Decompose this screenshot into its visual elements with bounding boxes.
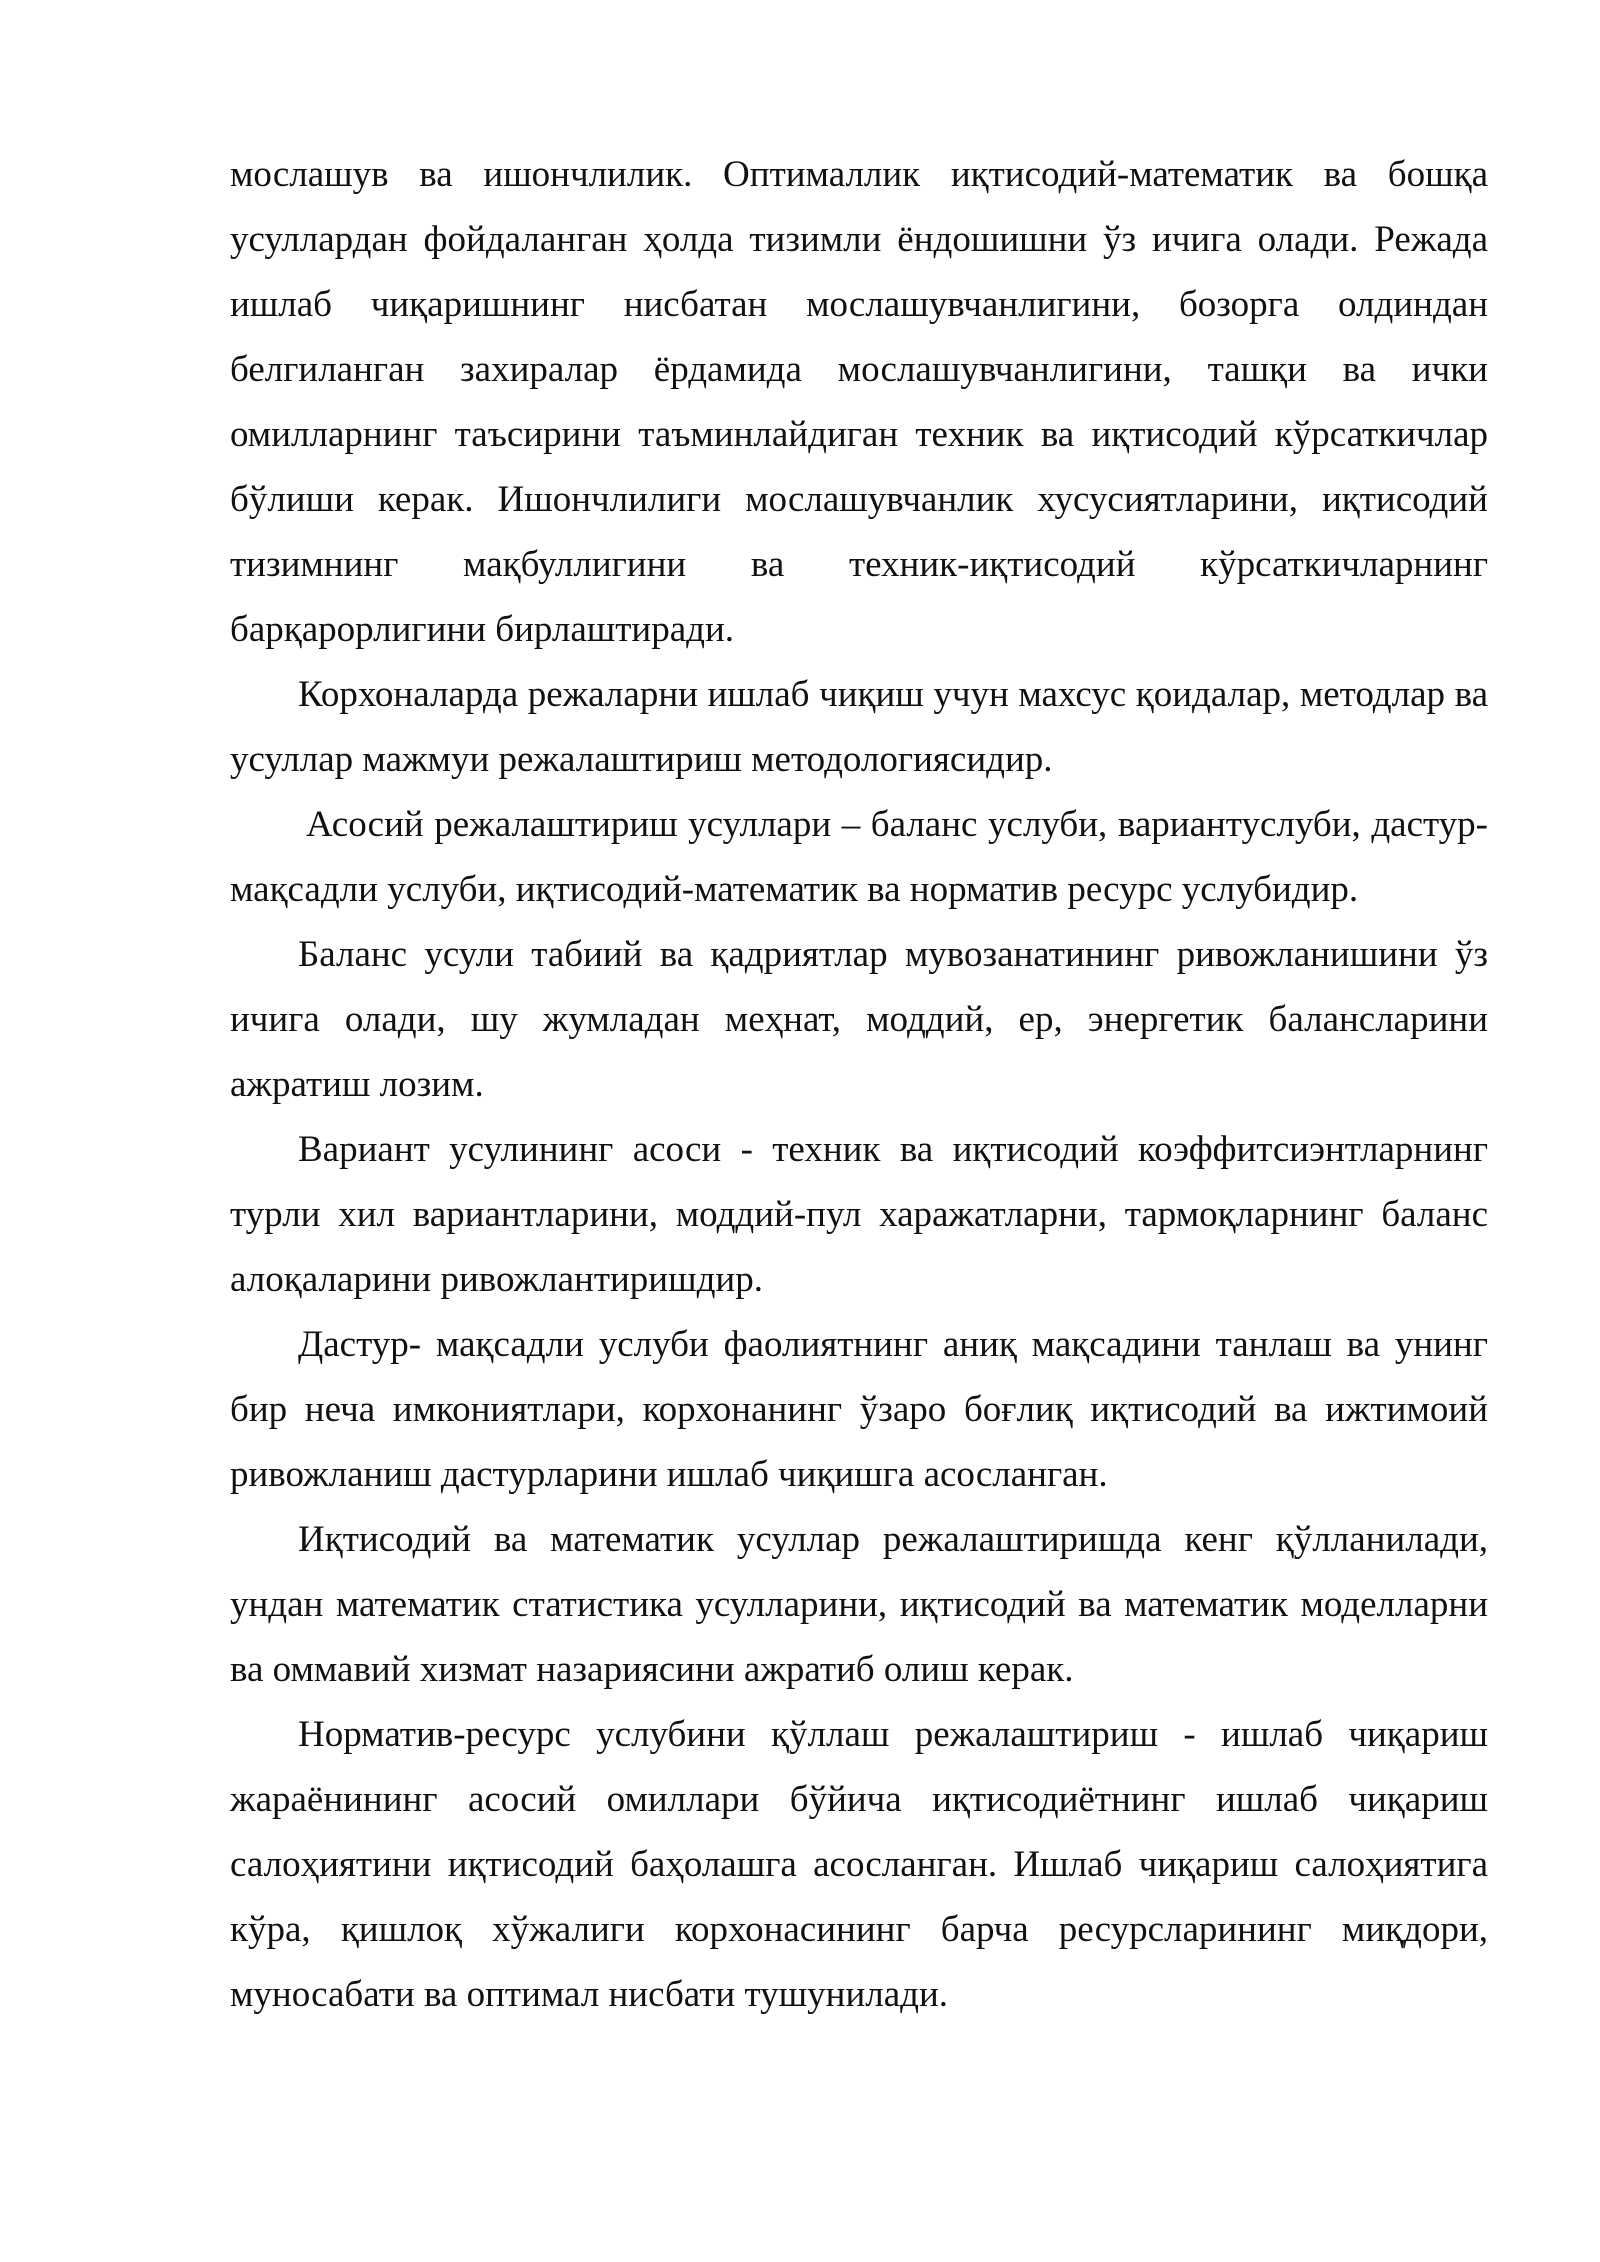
paragraph-7: Иқтисодий ва математик усуллар режалаштиришда кенг қўлланилади, ундан математик статистика усулларини, иқтисодий ва математик моделларни ва оммавий хизмат назариясини ажратиб олиш керак.	[230, 1519, 1488, 1690]
paragraph-2: Корхоналарда режаларни ишлаб чиқиш учун махсус қоидалар, методлар ва усуллар мажмуи режалаштириш методологиясидир.	[230, 674, 1488, 780]
paragraph-3: Асосий режалаштириш усуллари – баланс услуби, вариантуслуби, дастур-мақсадли услуби, иқтисодий-математик ва норматив ресурс услубидир.	[230, 804, 1488, 910]
paragraph-8: Норматив-ресурс услубини қўллаш режалаштириш - ишлаб чиқариш жараёнининг асосий омиллари бўйича иқтисодиётнинг ишлаб чиқариш салоҳиятини иқтисодий баҳолашга асосланган. Ишлаб чиқариш салоҳиятига кўра, қишлоқ хўжалиги корхонасининг барча ресурсларининг миқдори, муносабати ва оптимал нисбати тушунилади.	[230, 1714, 1488, 2015]
document-page	[230, 142, 1488, 2027]
paragraph-1: мослашув ва ишончлилик. Оптималлик иқтисодий-математик ва бошқа усуллардан фойдаланган ҳолда тизимли ёндошишни ўз ичига олади. Режада ишлаб чиқаришнинг нисбатан мослашувчанлигини, бозорга олдиндан белгиланган захиралар ёрдамида мослашувчанлигини, ташқи ва ички омилларнинг таъсирини таъминлайдиган техник ва иқтисодий кўрсаткичлар бўлиши керак. Ишончлилиги мослашувчанлик хусусиятларини, иқтисодий тизимнинг мақбуллигини ва техник-иқтисодий кўрсаткичларнинг барқарорлигини бирлаштиради.	[230, 154, 1488, 650]
paragraph-5: Вариант усулининг асоси - техник ва иқтисодий коэффитсиэнтларнинг турли хил вариантларини, моддий-пул харажатларни, тармоқларнинг баланс алоқаларини ривожлантиришдир.	[230, 1129, 1488, 1300]
paragraph-4: Баланс усули табиий ва қадриятлар мувозанатининг ривожланишини ўз ичига олади, шу жумладан меҳнат, моддий, ер, энергетик балансларини ажратиш лозим.	[230, 934, 1488, 1105]
paragraph-6: Дастур- мақсадли услуби фаолиятнинг аниқ мақсадини танлаш ва унинг бир неча имкониятлари, корхонанинг ўзаро боғлиқ иқтисодий ва ижтимоий ривожланиш дастурларини ишлаб чиқишга асосланган.	[230, 1324, 1488, 1495]
